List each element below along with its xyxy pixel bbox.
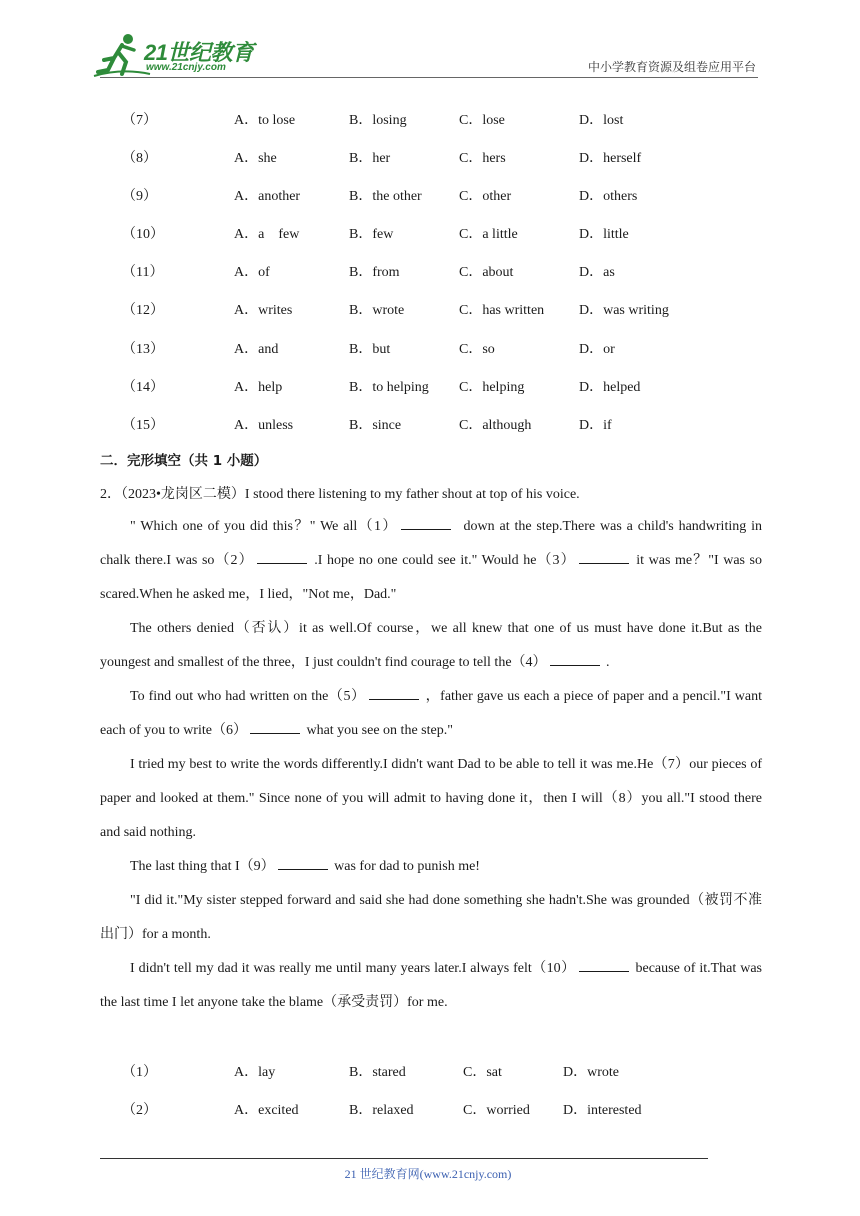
passage-text: .I hope no one could see it." Would he（3） <box>314 553 576 568</box>
option-d: D．helped <box>579 380 641 395</box>
option-c: C．so <box>459 342 495 357</box>
passage-paragraph <box>100 680 762 748</box>
passage-text: To find out who had written on the（5） <box>130 689 366 704</box>
option-b: B．stared <box>349 1065 406 1080</box>
option-a: A．writes <box>234 303 293 318</box>
option-d: D．as <box>579 265 615 280</box>
answer-blank[interactable] <box>250 721 300 734</box>
option-c: C．a little <box>459 227 518 242</box>
option-c: C．although <box>459 418 532 433</box>
option-b: B．her <box>349 151 391 166</box>
option-a: A．a few <box>234 227 300 242</box>
question-number: （12） <box>122 303 164 318</box>
option-b: B．wrote <box>349 303 405 318</box>
question-number: （15） <box>122 418 164 433</box>
passage-text: down at the step.There was a child's handwriting in chalk there.I was so（2） <box>100 519 762 568</box>
option-a: A．unless <box>234 418 294 433</box>
question-number: （11） <box>122 265 164 280</box>
footer-divider <box>100 1158 708 1159</box>
option-c: C．lose <box>459 113 505 128</box>
option-b: B．the other <box>349 189 422 204</box>
question-number: （8） <box>122 151 157 166</box>
option-a: A．lay <box>234 1065 276 1080</box>
question-number: （1） <box>122 1065 157 1080</box>
footer-text: 21 世纪教育网(www.21cnjy.com) <box>344 1167 512 1181</box>
passage-paragraph <box>100 612 762 680</box>
option-d: D．lost <box>579 113 624 128</box>
option-c: C．about <box>459 265 514 280</box>
option-a: A．she <box>234 151 277 166</box>
passage-paragraph <box>100 850 762 884</box>
option-d: D．herself <box>579 151 642 166</box>
page-header <box>0 0 860 80</box>
option-d: D．was writing <box>579 303 669 318</box>
option-a: A．excited <box>234 1103 299 1118</box>
passage-text: was for dad to punish me! <box>334 859 480 874</box>
header-divider <box>100 77 758 78</box>
passage-text: because of it.That was the last time I let anyone take the blame（承受责罚）for me. <box>100 961 763 1010</box>
option-c: C．has written <box>459 303 545 318</box>
option-b: B．few <box>349 227 394 242</box>
answer-blank[interactable] <box>369 687 419 700</box>
answer-blank[interactable] <box>401 517 451 530</box>
passage-paragraph: I tried my best to write the words differently.I didn't want Dad to be able to tell it was me.He（7）our pieces of paper and looked at them." Since none of you will admit to having done it，then I will（8）you all."I stood there and said nothing. <box>100 757 762 840</box>
option-d: D．little <box>579 227 629 242</box>
option-d: D．or <box>579 342 615 357</box>
passage-paragraph <box>100 952 762 1020</box>
option-c: C．sat <box>463 1065 502 1080</box>
option-c: C．other <box>459 189 512 204</box>
question-number: （9） <box>122 189 157 204</box>
platform-name: 中小学教育资源及组卷应用平台 <box>587 60 756 74</box>
option-d: D．others <box>579 189 638 204</box>
option-b: B．but <box>349 342 391 357</box>
passage-paragraph <box>100 510 762 612</box>
page-footer <box>0 1165 860 1182</box>
passage-text: ，father gave us each a piece of paper and a pencil."I want each of you to write（6） <box>100 689 762 738</box>
option-a: A．help <box>234 380 283 395</box>
question-number: （14） <box>122 380 164 395</box>
logo-url: www.21cnjy.com <box>146 62 226 73</box>
passage-text: it was me？"I was so scared.When he asked me，I lied，"Not me，Dad." <box>100 553 763 602</box>
passage-text: I didn't tell my dad it was really me until many years later.I always felt（10） <box>130 961 576 976</box>
option-b: B．to helping <box>349 380 429 395</box>
passage-text: . <box>606 655 610 670</box>
question-number: （10） <box>122 227 164 242</box>
question-number: （7） <box>122 113 157 128</box>
passage-text: The others denied（否认）it as well.Of course，we all knew that one of us must have done it.But as the youngest and smallest of the three，I just couldn't find courage to tell the（4） <box>100 621 762 670</box>
option-d: D．interested <box>563 1103 642 1118</box>
option-c: C．hers <box>459 151 506 166</box>
passage-text: The last thing that I（9） <box>130 859 275 874</box>
answer-blank[interactable] <box>550 653 600 666</box>
site-logo <box>92 32 262 78</box>
option-a: A．to lose <box>234 113 296 128</box>
option-b: B．losing <box>349 113 407 128</box>
runner-logo-icon <box>92 32 152 78</box>
option-a: A．another <box>234 189 301 204</box>
passage-paragraph: "I did it."My sister stepped forward and said she had done something she hadn't.She was grounded（被罚不准出门）for a month. <box>100 893 762 942</box>
option-d: D．wrote <box>563 1065 619 1080</box>
cloze-passage <box>100 510 762 1020</box>
option-d: D．if <box>579 418 612 433</box>
answer-blank[interactable] <box>579 551 629 564</box>
option-b: B．relaxed <box>349 1103 414 1118</box>
option-a: A．of <box>234 265 270 280</box>
question-number: （13） <box>122 342 164 357</box>
passage-text: " Which one of you did this？" We all（1） <box>130 519 398 534</box>
option-c: C．helping <box>459 380 525 395</box>
answer-blank[interactable] <box>278 857 328 870</box>
question-number: （2） <box>122 1103 157 1118</box>
question-stem: 2．（2023•龙岗区二模）I stood there listening to my father shout at top of his voice. <box>100 487 580 502</box>
passage-text: what you see on the step." <box>306 723 453 738</box>
option-a: A．and <box>234 342 279 357</box>
answer-blank[interactable] <box>257 551 307 564</box>
option-b: B．from <box>349 265 400 280</box>
answer-blank[interactable] <box>579 959 629 972</box>
option-c: C．worried <box>463 1103 530 1118</box>
section-title: 二．完形填空（共 1 小题） <box>100 453 268 469</box>
logo-text: 21世纪教育 <box>144 40 254 65</box>
option-b: B．since <box>349 418 402 433</box>
